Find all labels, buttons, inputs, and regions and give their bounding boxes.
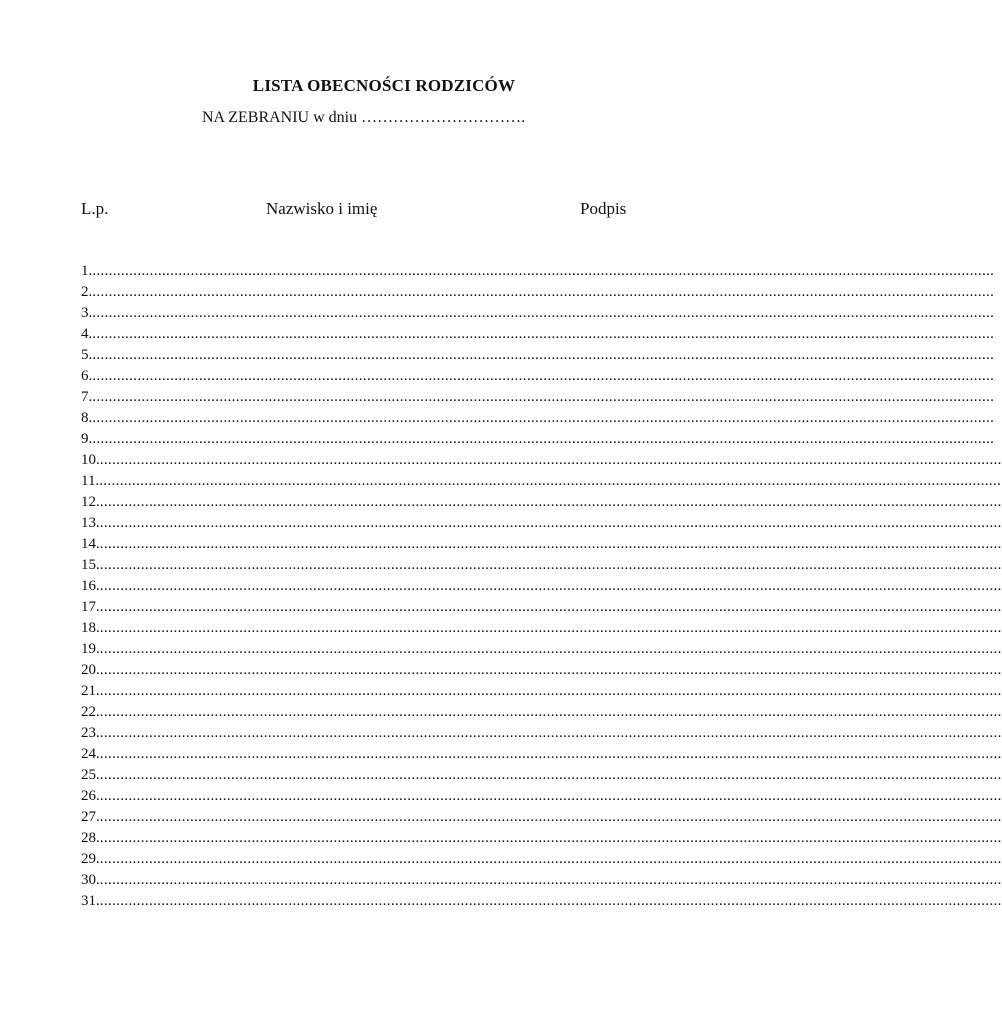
dotted-fill-line: ............................................................................................................................................................................................................................ [99, 557, 1002, 573]
list-item [81, 681, 1002, 702]
list-item [81, 576, 1002, 597]
dotted-fill-line: ............................................................................................................................................................................................................................ [99, 620, 1002, 636]
list-item [81, 450, 1002, 471]
dotted-fill-line: ............................................................................................................................................................................................................................ [99, 578, 1002, 594]
column-header-signature: Podpis [580, 199, 627, 218]
row-number: 6. [81, 368, 93, 384]
list-item [81, 282, 995, 303]
dotted-fill-line: ............................................................................................................................................................................................................................ [99, 599, 1002, 615]
list-item [81, 765, 1002, 786]
row-number: 12. [81, 494, 100, 510]
list-item [81, 345, 995, 366]
dotted-fill-line: ............................................................................................................................................................................................................................ [92, 284, 995, 300]
dotted-fill-line: ............................................................................................................................................................................................................................ [99, 725, 1002, 741]
dotted-fill-line: ............................................................................................................................................................................................................................ [92, 389, 995, 405]
list-item [81, 807, 1002, 828]
list-item [81, 744, 1002, 765]
row-number: 20. [81, 662, 100, 678]
dotted-fill-line: ............................................................................................................................................................................................................................ [99, 641, 1002, 657]
list-item [81, 555, 1002, 576]
row-number: 14. [81, 536, 100, 552]
row-number: 2. [81, 284, 93, 300]
dotted-fill-line: ............................................................................................................................................................................................................................ [99, 767, 1002, 783]
row-number: 8. [81, 410, 93, 426]
dotted-fill-line: ............................................................................................................................................................................................................................ [92, 263, 995, 279]
dotted-fill-line: ............................................................................................................................................................................................................................ [99, 872, 1002, 888]
list-item [81, 597, 1002, 618]
row-number: 10. [81, 452, 100, 468]
dotted-fill-line: ............................................................................................................................................................................................................................ [92, 368, 995, 384]
dotted-fill-line: ............................................................................................................................................................................................................................ [92, 347, 995, 363]
row-number: 21. [81, 683, 100, 699]
dotted-fill-line: ............................................................................................................................................................................................................................ [99, 536, 1002, 552]
row-number: 3. [81, 305, 93, 321]
list-item [81, 723, 1002, 744]
row-number: 4. [81, 326, 93, 342]
dotted-fill-line: ............................................................................................................................................................................................................................ [92, 305, 995, 321]
dotted-fill-line: ............................................................................................................................................................................................................................ [99, 452, 1002, 468]
list-item [81, 870, 1002, 891]
list-item [81, 366, 995, 387]
row-number: 30. [81, 872, 100, 888]
dotted-fill-line: ............................................................................................................................................................................................................................ [99, 662, 1002, 678]
row-number: 25. [81, 767, 100, 783]
list-item [81, 261, 995, 282]
list-item [81, 618, 1002, 639]
dotted-fill-line: ............................................................................................................................................................................................................................ [99, 809, 1002, 825]
dotted-fill-line: ............................................................................................................................................................................................................................ [99, 746, 1002, 762]
dotted-fill-line: ............................................................................................................................................................................................................................ [99, 683, 1002, 699]
list-item [81, 828, 1002, 849]
dotted-fill-line: ............................................................................................................................................................................................................................ [92, 410, 995, 426]
row-number: 1. [81, 263, 93, 279]
list-item [81, 429, 995, 450]
list-item [81, 786, 1002, 807]
page-title: LISTA OBECNOŚCI RODZICÓW [252, 76, 516, 95]
dotted-fill-line: ............................................................................................................................................................................................................................ [99, 494, 1002, 510]
row-number: 17. [81, 599, 100, 615]
row-number: 18. [81, 620, 100, 636]
list-item [81, 387, 995, 408]
dotted-fill-line: ............................................................................................................................................................................................................................ [99, 473, 1002, 489]
attendance-list [81, 261, 1002, 912]
row-number: 11. [81, 473, 100, 489]
row-number: 28. [81, 830, 100, 846]
column-header-number: L.p. [81, 199, 109, 218]
dotted-fill-line: ............................................................................................................................................................................................................................ [99, 704, 1002, 720]
row-number: 16. [81, 578, 100, 594]
row-number: 7. [81, 389, 93, 405]
list-item [81, 471, 1002, 492]
row-number: 23. [81, 725, 100, 741]
row-number: 9. [81, 431, 93, 447]
row-number: 22. [81, 704, 100, 720]
row-number: 15. [81, 557, 100, 573]
list-item [81, 324, 995, 345]
list-item [81, 303, 995, 324]
row-number: 5. [81, 347, 93, 363]
list-item [81, 891, 1002, 912]
list-item [81, 492, 1002, 513]
meeting-date-line: NA ZEBRANIU w dniu …………………………. [202, 109, 526, 126]
dotted-fill-line: ............................................................................................................................................................................................................................ [99, 788, 1002, 804]
row-number: 29. [81, 851, 100, 867]
column-header-name: Nazwisko i imię [266, 199, 378, 218]
row-number: 24. [81, 746, 100, 762]
list-item [81, 849, 1002, 870]
row-number: 19. [81, 641, 100, 657]
row-number: 27. [81, 809, 100, 825]
list-item [81, 639, 1002, 660]
list-item [81, 513, 1002, 534]
row-number: 26. [81, 788, 100, 804]
row-number: 13. [81, 515, 100, 531]
list-item [81, 408, 995, 429]
list-item [81, 702, 1002, 723]
dotted-fill-line: ............................................................................................................................................................................................................................ [99, 830, 1002, 846]
dotted-fill-line: ............................................................................................................................................................................................................................ [99, 851, 1002, 867]
dotted-fill-line: ............................................................................................................................................................................................................................ [99, 515, 1002, 531]
dotted-fill-line: ............................................................................................................................................................................................................................ [99, 893, 1002, 909]
list-item [81, 534, 1002, 555]
dotted-fill-line: ............................................................................................................................................................................................................................ [92, 431, 995, 447]
list-item [81, 660, 1002, 681]
row-number: 31. [81, 893, 100, 909]
dotted-fill-line: ............................................................................................................................................................................................................................ [92, 326, 995, 342]
